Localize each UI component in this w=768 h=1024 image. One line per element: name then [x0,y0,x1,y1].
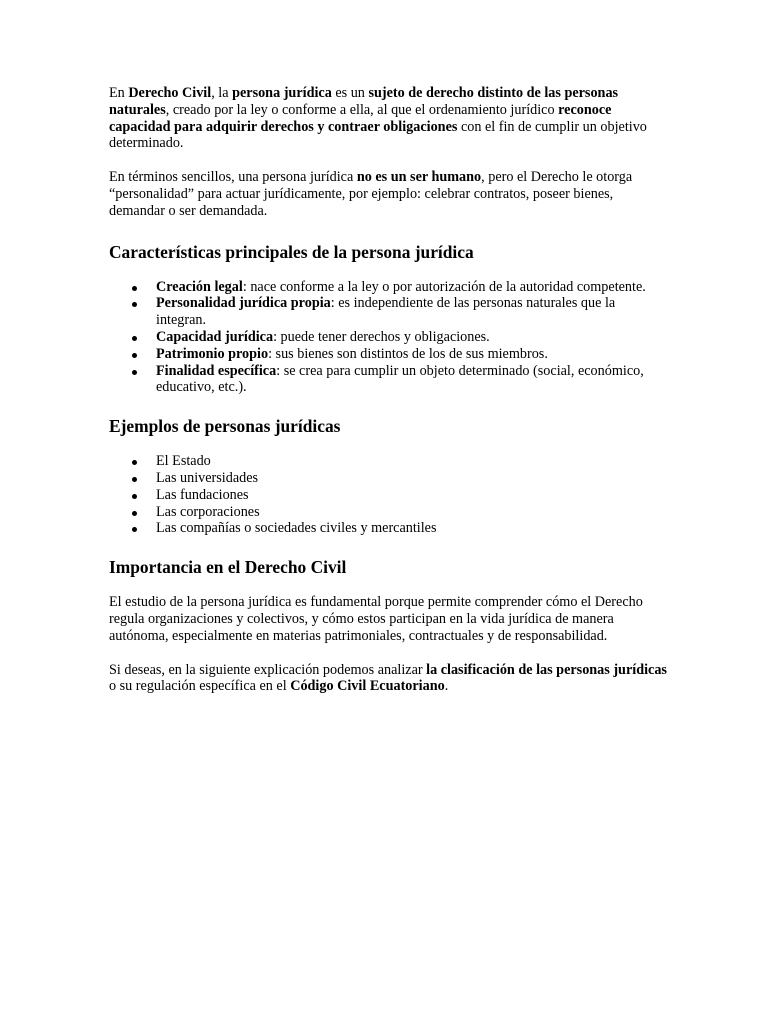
list-item-text: Las universidades [156,469,259,486]
importancia-paragraph-2 [109,662,668,696]
importancia-p2-text-2: o su regulación específica en el [109,678,291,695]
intro-p2-bold-1: no es un ser humano [356,169,482,186]
bullet-icon [132,494,137,499]
caracteristicas-list [109,279,668,397]
bullet-icon [132,370,137,375]
intro-p1-text-4: , creado por la ley o conforme a ella, al que el ordenamiento jurídico [165,101,559,118]
intro-paragraph-1 [109,85,668,152]
intro-p1-bold-2: persona jurídica [232,85,332,101]
caracteristicas-heading: Características principales de la persona jurídica [109,241,474,262]
list-item-term: Creación legal [156,278,243,295]
list-item [156,295,668,329]
importancia-heading: Importancia en el Derecho Civil [109,557,347,578]
list-item-term: Finalidad específica [156,362,277,379]
bullet-icon [132,527,137,532]
list-item-term: Capacidad jurídica [156,328,274,345]
list-item-desc: : puede tener derechos y obligaciones. [273,328,490,345]
list-item-desc: : nace conforme a la ley o por autorización de la autoridad competente. [242,278,646,295]
list-item [156,470,668,487]
list-item [156,346,668,363]
intro-p1-bold-1: Derecho Civil [128,85,212,101]
list-item [156,363,668,397]
intro-p1-text-3: es un [331,85,369,101]
list-item-desc: : se crea para cumplir un objeto determinado (social, económico, educativo, etc.). [156,362,644,396]
importancia-paragraph-1: El estudio de la persona jurídica es fundamental porque permite comprender cómo el Derecho regula organizaciones y colectivos, y cómo estos participan en la vida jurídica de manera autónoma, especialmente en materias patrimoniales, contractuales y de responsabilidad. [109,594,643,644]
importancia-p2-bold-2: Código Civil Ecuatoriano [290,678,445,695]
importancia-p2-bold-1: la clasificación de las personas jurídicas [426,661,667,678]
intro-p1-text-2: , la [211,85,233,101]
intro-p1-bold-3: sujeto de derecho distinto de las personas naturales [109,85,619,118]
intro-p1-text-1: En [109,85,129,101]
list-item [156,487,668,504]
bullet-icon [132,336,137,341]
ejemplos-heading: Ejemplos de personas jurídicas [109,416,341,437]
intro-p1-text-5: con el fin de cumplir un objetivo determinado. [109,118,647,152]
list-item [156,453,668,470]
bullet-icon [132,511,137,516]
list-item [156,520,668,537]
list-item-text: Las compañías o sociedades civiles y mercantiles [156,520,437,537]
ejemplos-list [109,453,668,537]
list-item [156,329,668,346]
bullet-icon [132,286,137,291]
list-item-term: Patrimonio propio [156,345,269,362]
list-item-desc: : sus bienes son distintos de los de sus miembros. [268,345,548,362]
list-item [156,504,668,521]
importancia-p2-text-3: . [444,678,449,695]
bullet-icon [132,460,137,465]
bullet-icon [132,353,137,358]
intro-paragraph-2 [109,169,668,219]
bullet-icon [132,477,137,482]
bullet-icon [132,302,137,307]
intro-p2-text-2: , pero el Derecho le otorga “personalidad” para actuar jurídicamente, por ejemplo: celebrar contratos, poseer bienes, demandar o ser demandada. [109,169,633,219]
intro-p2-text-1: En términos sencillos, una persona jurídica [109,169,357,186]
list-item-text: Las corporaciones [156,503,260,520]
list-item-text: Las fundaciones [156,486,249,503]
list-item-desc: : es independiente de las personas naturales que la integran. [156,295,616,329]
list-item-term: Personalidad jurídica propia [156,295,331,312]
list-item [156,279,668,296]
intro-p1-bold-4: reconoce capacidad para adquirir derechos y contraer obligaciones [109,101,612,135]
list-item-text: El Estado [156,453,211,470]
importancia-p2-text-1: Si deseas, en la siguiente explicación podemos analizar [109,661,427,678]
